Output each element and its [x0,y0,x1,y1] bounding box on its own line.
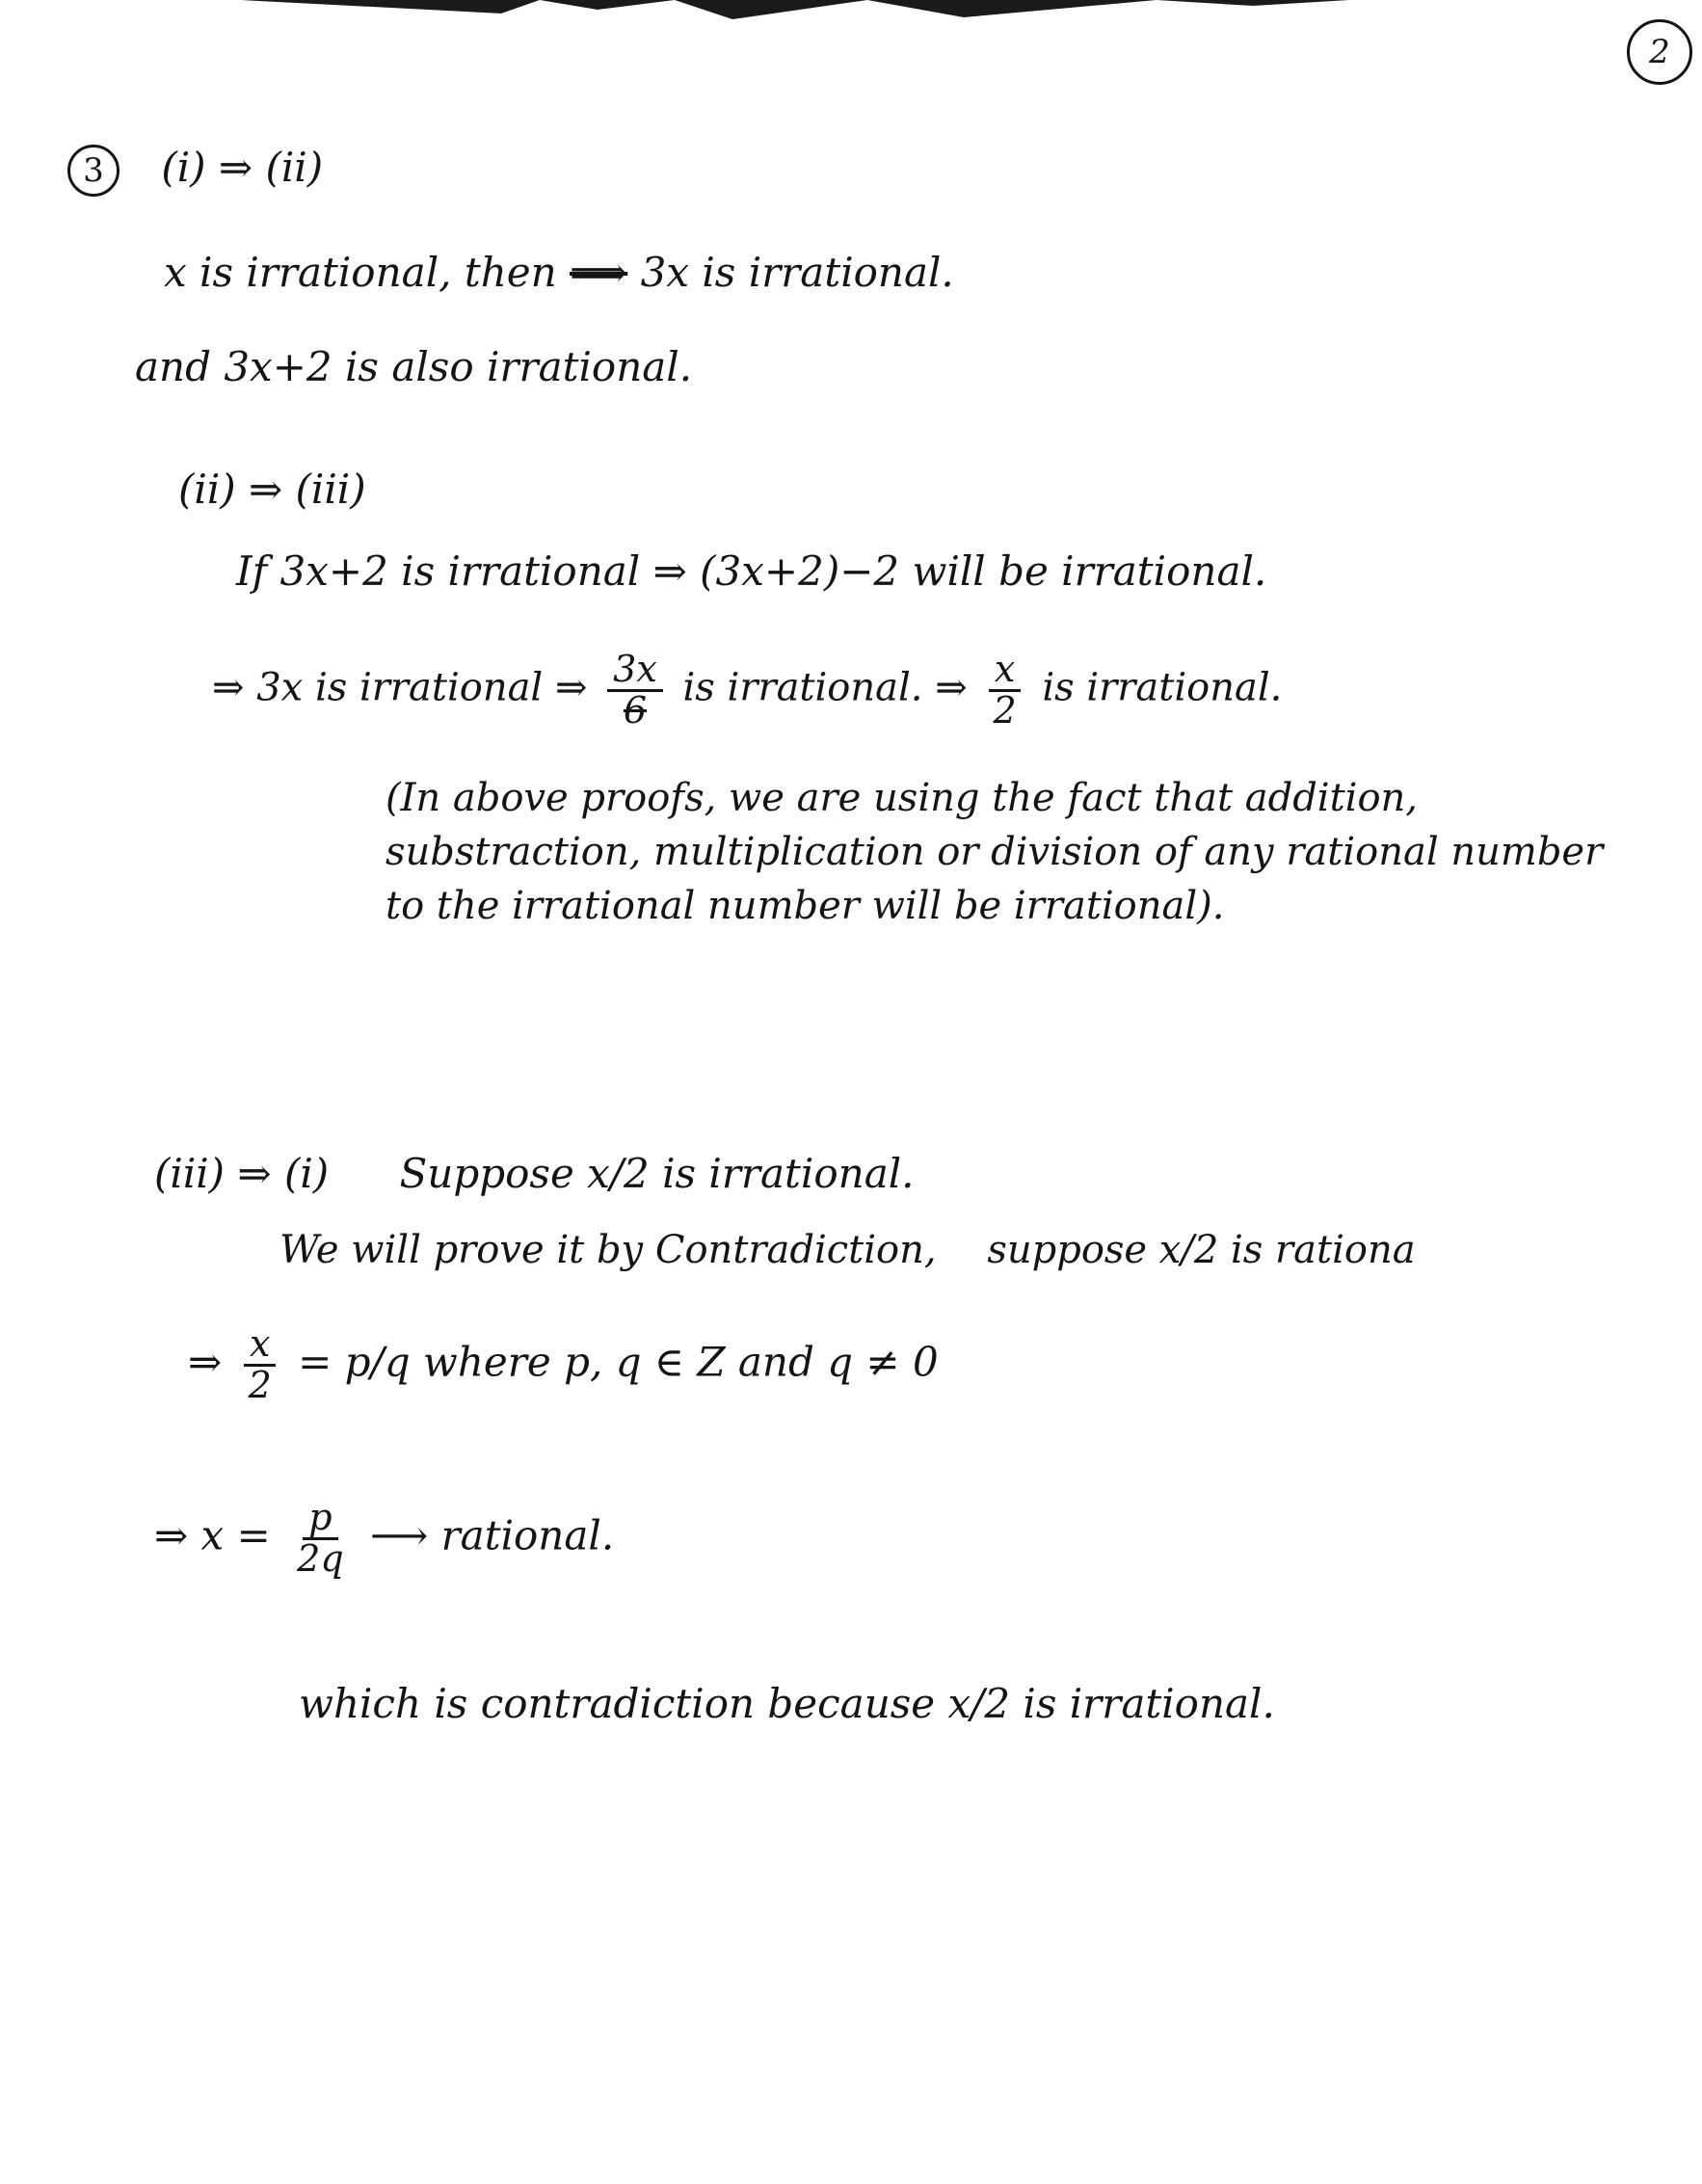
part2-line1: If 3x+2 is irrational ⇒ (3x+2)−2 will be irrational. [236,547,1267,595]
part1-heading-line [67,145,323,197]
part3-line3-b: ⟶ rational. [370,1511,615,1559]
struck-arrow: ⟹ [570,249,628,296]
fraction-denominator: 2 [248,1363,272,1406]
part3-conclusion: which is contradiction because x/2 is irrational. [299,1680,1275,1727]
part1-line1 [164,251,954,295]
page-number [1627,19,1692,85]
part2-heading: (ii) ⇒ (iii) [178,466,366,513]
part3-line1 [279,1229,1416,1271]
part3-line3 [154,1496,615,1580]
fraction-p-over-2q [291,1496,350,1580]
problem-number: 3 [67,145,120,197]
scan-shadow-top [0,0,1702,25]
fraction-3x-over-6 [607,648,663,732]
fraction-denominator: 6 [623,688,648,732]
fraction-numerator: p [303,1499,337,1540]
part3-line1-b: suppose x/2 is rationa [987,1228,1416,1272]
part3-heading-line [154,1152,915,1196]
part2-note: (In above proofs, we are using the fact that addition, substraction, multiplication or division of any rational number to the irrational number will be irrational). [386,776,1604,928]
part1-line2: and 3x+2 is also irrational. [135,343,693,390]
part3-heading: (iii) ⇒ (i) [154,1150,330,1197]
part1-heading: (i) ⇒ (ii) [161,144,324,191]
part3-suppose: Suppose x/2 is irrational. [399,1150,915,1197]
part2-line2-c: is irrational. [1042,665,1283,710]
fraction-denominator: 2q [297,1536,344,1580]
fraction-denominator: 2 [993,688,1017,732]
part1-line1-a: x is irrational, then [164,249,557,296]
part2-line2 [212,648,1283,732]
part3-line2 [188,1322,939,1406]
fraction-numerator: x [244,1325,276,1367]
implies-symbol: ⇒ [188,1338,223,1386]
page-number-text: 2 [1649,33,1670,71]
fraction-numerator: x [989,651,1021,692]
fraction-x-over-2 [243,1322,278,1406]
part3-line3-prefix: ⇒ x = [154,1511,271,1559]
fraction-x-over-2 [987,648,1022,732]
part2-line2-b: is irrational. ⇒ [682,665,968,710]
fraction-numerator: 3x [607,651,663,692]
part1-line1-b: 3x is irrational. [640,249,954,296]
part3-line2-b: = p/q where p, q ∈ Z and q ≠ 0 [298,1338,939,1386]
part3-line1-a: We will prove it by Contradiction, [279,1228,937,1272]
part2-line2-a: ⇒ 3x is irrational ⇒ [212,665,588,710]
